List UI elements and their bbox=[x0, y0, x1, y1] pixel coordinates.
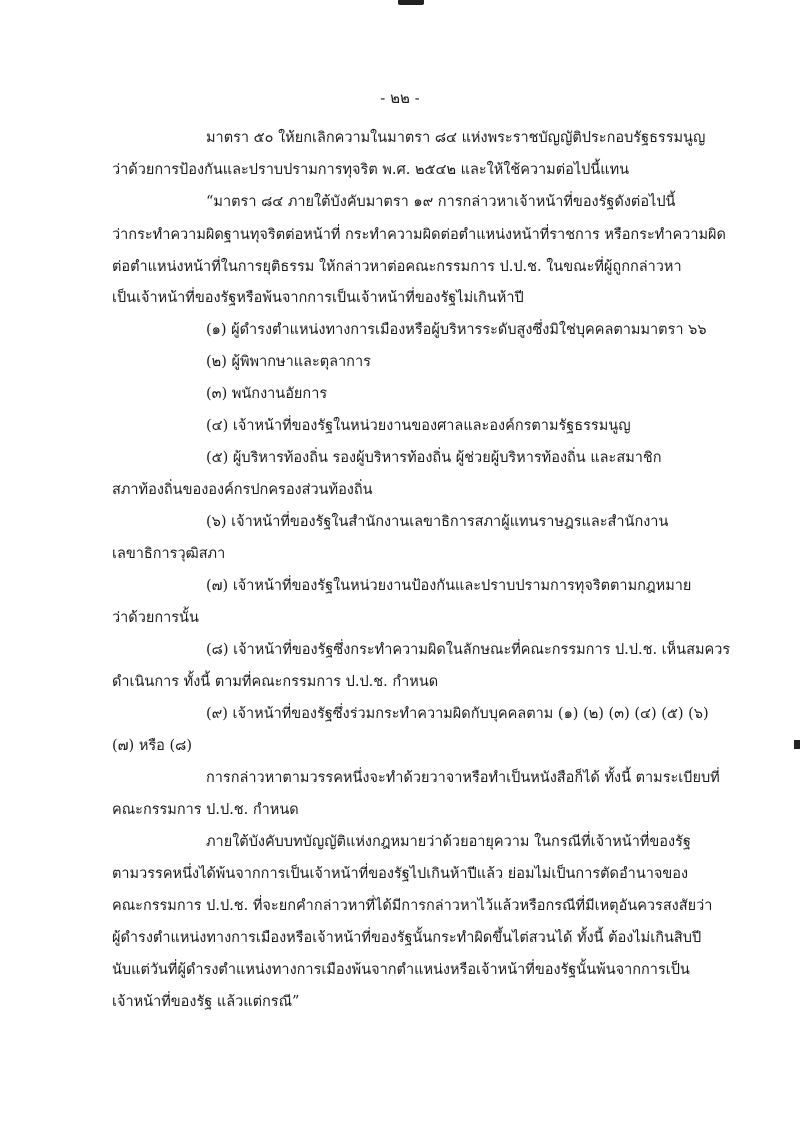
text-line: ผู้ดำรงตำแหน่งทางการเมืองหรือเจ้าหน้าที่ของรัฐนั้นกระทำผิดขึ้นไต่สวนได้ ทั้งนี้ ต้องไม่เกินสิบปี bbox=[112, 930, 702, 946]
text-line: “มาตรา ๘๔ ภายใต้บังคับมาตรา ๑๙ การกล่าวหาเจ้าหน้าที่ของรัฐดังต่อไปนี้ bbox=[206, 194, 676, 210]
text-line: (๗) หรือ (๘) bbox=[112, 738, 192, 754]
text-line: มาตรา ๕๐ ให้ยกเลิกความในมาตรา ๘๔ แห่งพระราชบัญญัติประกอบรัฐธรรมนูญ bbox=[206, 130, 706, 146]
list-item-3: (๓) พนักงานอัยการ bbox=[206, 386, 328, 402]
text-line: ว่าด้วยการป้องกันและปราบปรามการทุจริต พ.ศ. ๒๕๔๒ และให้ใช้ความต่อไปนี้แทน bbox=[112, 162, 630, 178]
text-line: ดำเนินการ ทั้งนี้ ตามที่คณะกรรมการ ป.ป.ช. กำหนด bbox=[112, 674, 439, 690]
list-item-6: (๖) เจ้าหน้าที่ของรัฐในสำนักงานเลขาธิการสภาผู้แทนราษฎรและสำนักงาน bbox=[206, 514, 669, 530]
text-line: คณะกรรมการ ป.ป.ช. ที่จะยกคำกล่าวหาที่ได้มีการกล่าวหาไว้แล้วหรือกรณีที่มีเหตุอันควรสงสัยว่า bbox=[112, 898, 713, 914]
right-edge-mark bbox=[794, 740, 800, 749]
list-item-7: (๗) เจ้าหน้าที่ของรัฐในหน่วยงานป้องกันและปราบปรามการทุจริตตามกฎหมาย bbox=[206, 578, 692, 594]
text-line: ว่ากระทำความผิดฐานทุจริตต่อหน้าที่ กระทำความผิดต่อตำแหน่งหน้าที่ราชการ หรือกระทำความผิด bbox=[112, 227, 726, 243]
list-item-9: (๙) เจ้าหน้าที่ของรัฐซึ่งร่วมกระทำความผิดกับบุคคลตาม (๑) (๒) (๓) (๔) (๕) (๖) bbox=[206, 706, 709, 722]
text-line: เจ้าหน้าที่ของรัฐ แล้วแต่กรณี” bbox=[112, 994, 300, 1010]
list-item-8: (๘) เจ้าหน้าที่ของรัฐซึ่งกระทำความผิดในลักษณะที่คณะกรรมการ ป.ป.ช. เห็นสมควร bbox=[206, 642, 731, 658]
top-edge-mark bbox=[398, 0, 424, 5]
text-line: ว่าด้วยการนั้น bbox=[112, 610, 199, 626]
text-line: เลขาธิการวุฒิสภา bbox=[112, 546, 226, 562]
text-line: เป็นเจ้าหน้าที่ของรัฐหรือพ้นจากการเป็นเจ้าหน้าที่ของรัฐไม่เกินห้าปี bbox=[112, 290, 524, 306]
text-line: ตามวรรคหนึ่งได้พ้นจากการเป็นเจ้าหน้าที่ของรัฐไปเกินห้าปีแล้ว ย่อมไม่เป็นการตัดอำนาจของ bbox=[112, 866, 689, 882]
text-line: ต่อตำแหน่งหน้าที่ในการยุติธรรม ให้กล่าวหาต่อคณะกรรมการ ป.ป.ช. ในขณะที่ผู้ถูกกล่าวหา bbox=[112, 259, 682, 275]
text-line: คณะกรรมการ ป.ป.ช. กำหนด bbox=[112, 802, 299, 818]
list-item-5: (๕) ผู้บริหารท้องถิ่น รองผู้บริหารท้องถิ่น ผู้ช่วยผู้บริหารท้องถิ่น และสมาชิก bbox=[206, 450, 662, 466]
list-item-1: (๑) ผู้ดำรงตำแหน่งทางการเมืองหรือผู้บริหารระดับสูงซึ่งมิใช่บุคคลตามมาตรา ๖๖ bbox=[206, 322, 707, 338]
text-line: ภายใต้บังคับบทบัญญัติแห่งกฎหมายว่าด้วยอายุความ ในกรณีที่เจ้าหน้าที่ของรัฐ bbox=[206, 834, 691, 850]
page-number: - ๒๒ - bbox=[380, 89, 420, 107]
text-line: การกล่าวหาตามวรรคหนึ่งจะทำด้วยวาจาหรือทำเป็นหนังสือก็ได้ ทั้งนี้ ตามระเบียบที่ bbox=[206, 770, 720, 786]
text-line: นับแต่วันที่ผู้ดำรงตำแหน่งทางการเมืองพ้นจากตำแหน่งหรือเจ้าหน้าที่ของรัฐนั้นพ้นจากการเป็น bbox=[112, 962, 690, 978]
list-item-2: (๒) ผู้พิพากษาและตุลาการ bbox=[206, 354, 371, 370]
list-item-4: (๔) เจ้าหน้าที่ของรัฐในหน่วยงานของศาลและองค์กรตามรัฐธรรมนูญ bbox=[206, 418, 631, 434]
text-line: สภาท้องถิ่นขององค์กรปกครองส่วนท้องถิ่น bbox=[112, 482, 373, 498]
